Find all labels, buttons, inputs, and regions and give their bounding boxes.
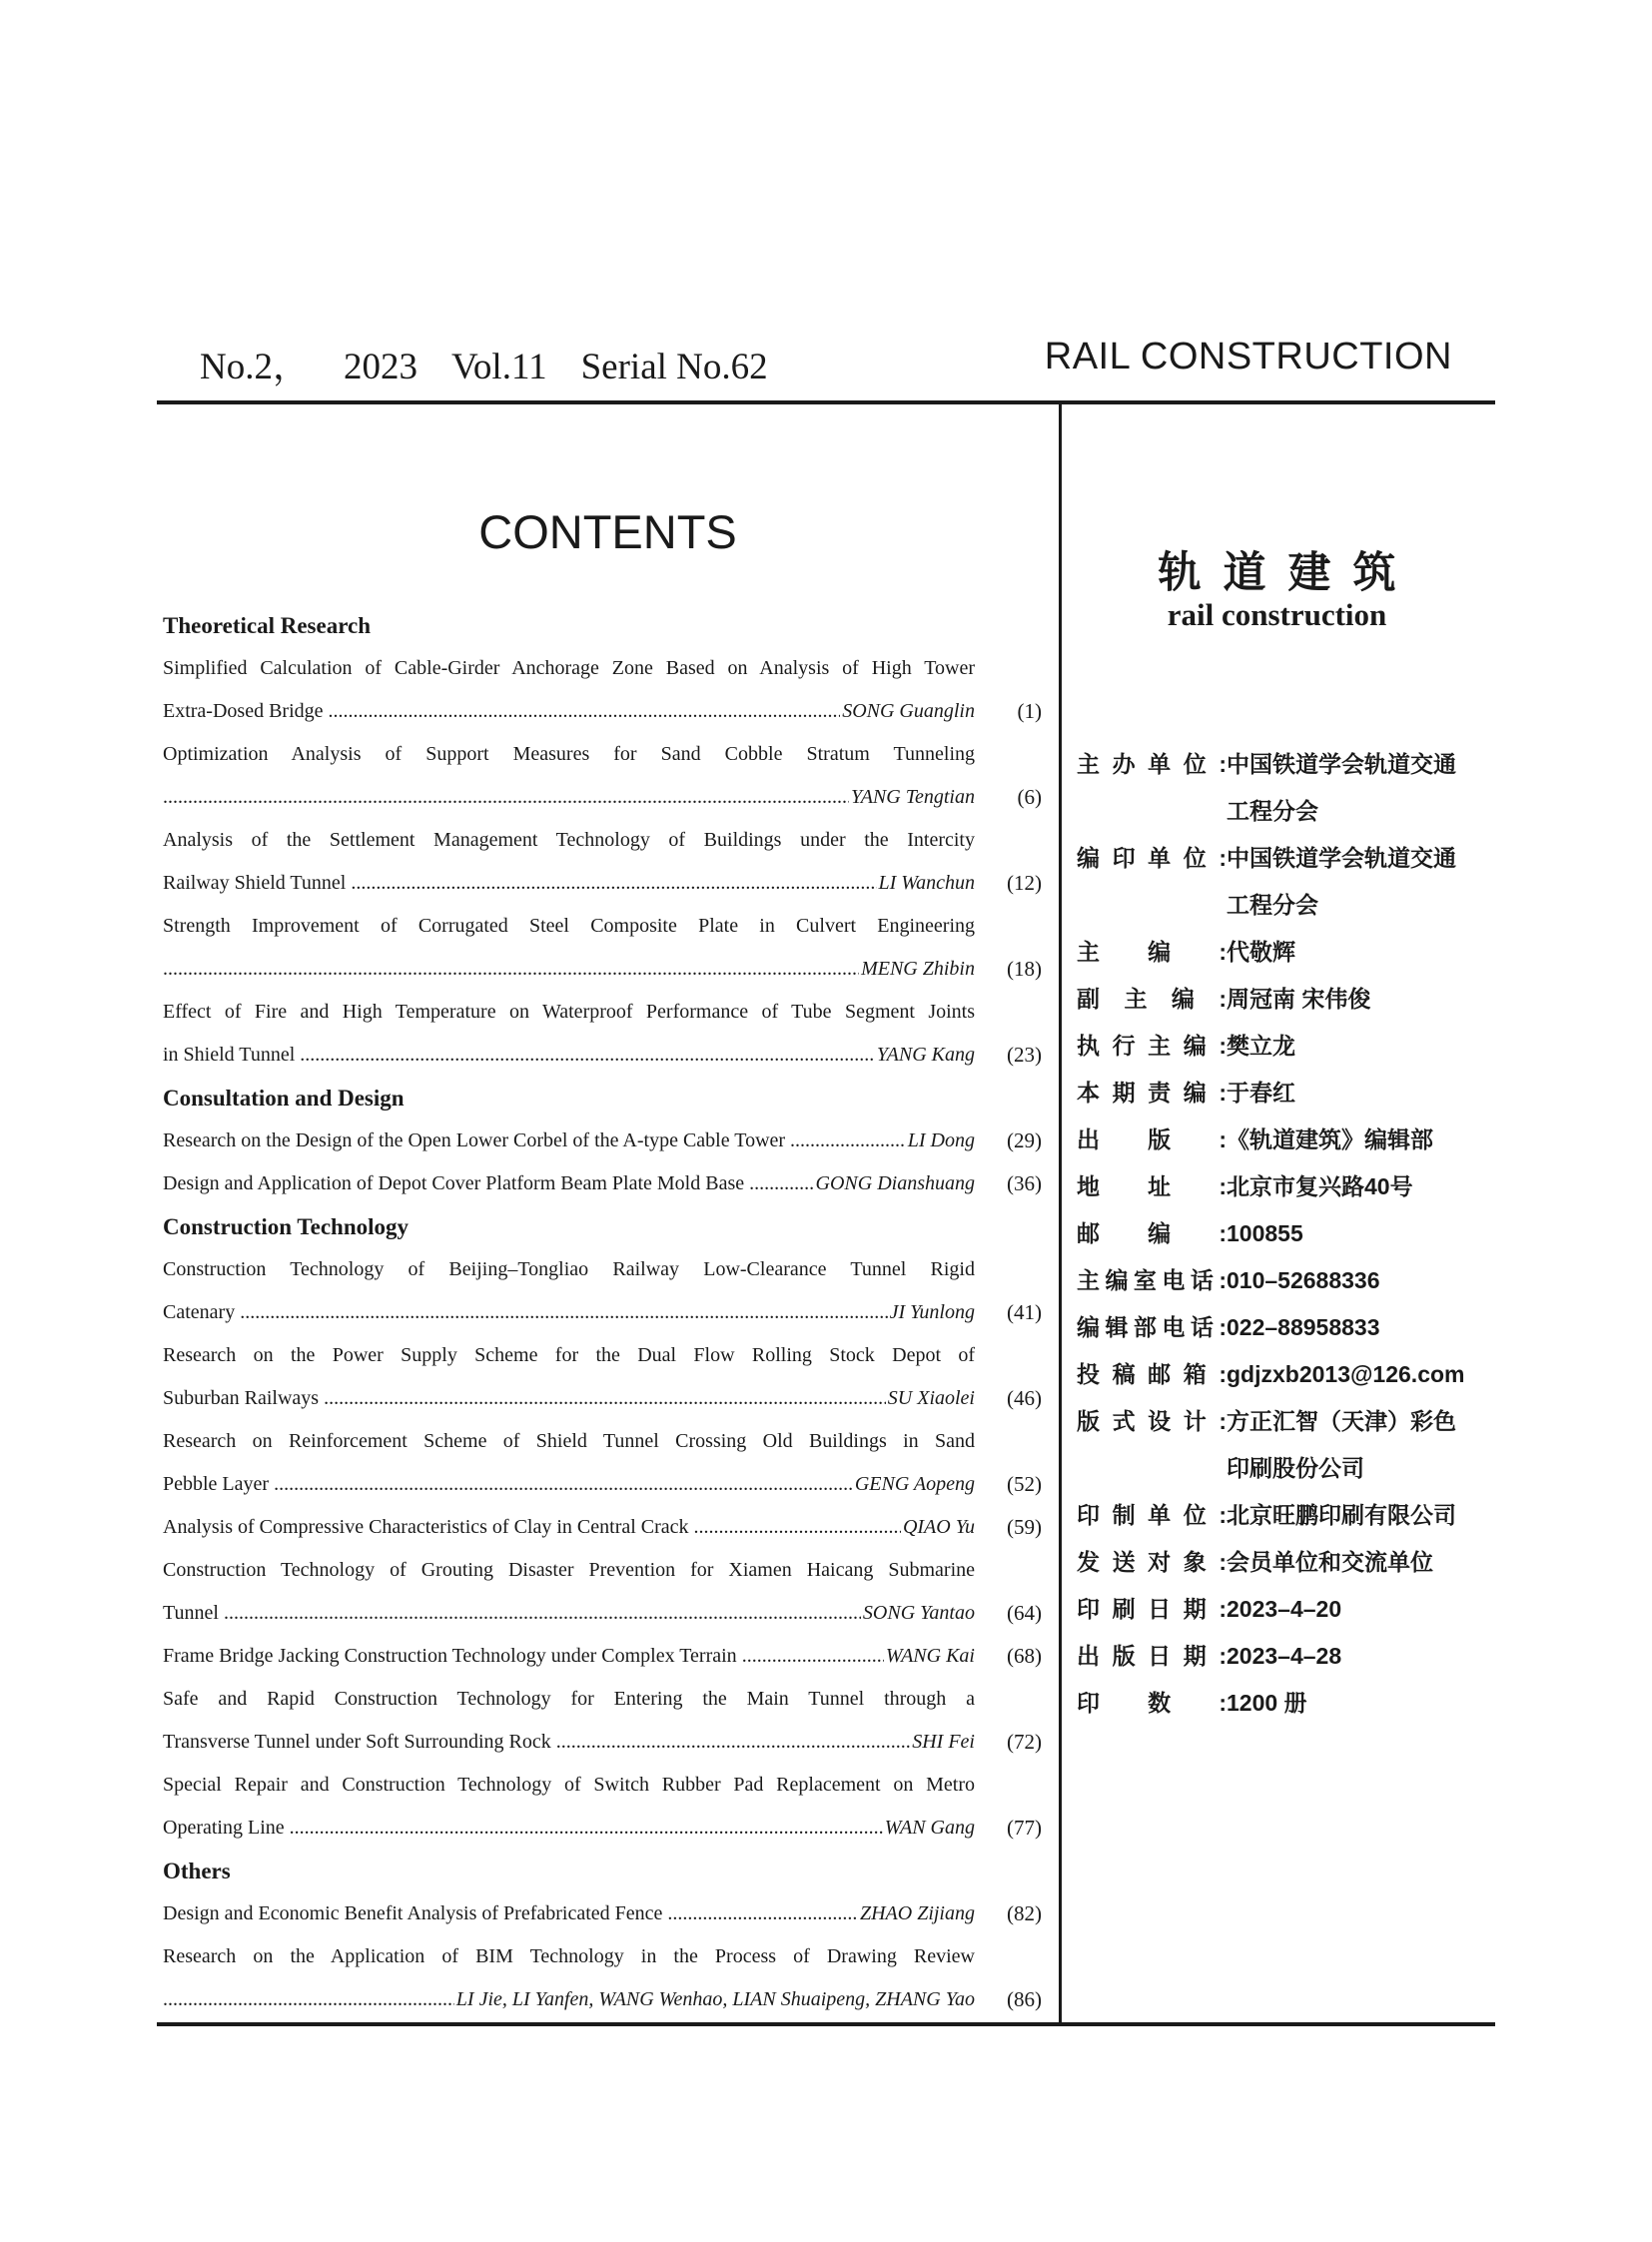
toc-entry[interactable] [163,905,1042,991]
toc-entry-line [163,819,1042,862]
top-rule [157,400,1495,404]
article-title-line: Effect of Fire and High Temperature on Waterproof Performance of Tube Segment Joints [163,1001,975,1023]
info-label: 本期责编: [1077,1080,1227,1106]
info-label: 执行主编: [1077,1033,1227,1059]
toc-entry-line [163,1291,1042,1334]
article-title-line: Railway Shield Tunnel ..... [163,862,975,905]
article-author: JI Yunlong [888,1291,975,1334]
info-row [1077,1492,1496,1539]
info-value: 会员单位和交流单位 [1227,1549,1433,1575]
toc-entry-line [163,905,1042,948]
info-row [1077,1351,1496,1398]
info-value: 2023–4–20 [1227,1596,1342,1622]
info-value: 022–88958833 [1227,1314,1380,1340]
section-heading: Theoretical Research [163,613,372,638]
info-row [1077,1304,1496,1351]
info-value: 010–52688336 [1227,1267,1380,1293]
page-number: (12) [1007,871,1042,895]
article-title-line: Pebble Layer ..... [163,1463,975,1506]
article-author: LI Wanchun [877,862,975,905]
info-value: 《轨道建筑》编辑部 [1227,1126,1433,1152]
toc-entry[interactable] [163,991,1042,1077]
info-value: 100855 [1227,1220,1303,1246]
toc-entry-line [163,991,1042,1034]
publication-info [1077,741,1496,1727]
table-of-contents [163,604,1042,2021]
article-author: GONG Dianshuang [814,1162,975,1205]
page-number: (41) [1007,1300,1042,1324]
article-title-line: Catenary ..... [163,1291,975,1334]
info-row [1077,835,1496,882]
page-number: (46) [1007,1386,1042,1410]
article-title-line: Transverse Tunnel under Soft Surrounding Rock ..... [163,1721,975,1764]
article-title-line: Analysis of Compressive Characteristics of Clay in Central Crack ..... [163,1506,975,1549]
contents-title: CONTENTS [478,505,737,558]
info-label: 投稿邮箱: [1077,1361,1227,1387]
toc-entry-line [163,1635,1042,1678]
article-author: LI Jie, LI Yanfen, WANG Wenhao, LIAN Shuaipeng, ZHANG Yao [454,1978,975,2021]
info-value-continued: 工程分会 [1227,798,1318,824]
article-author: GENG Aopeng [853,1463,975,1506]
info-label: 主编室电话: [1077,1267,1227,1293]
page-number: (1) [1017,699,1042,723]
toc-entry-line [163,1377,1042,1420]
page-number: (52) [1007,1472,1042,1496]
info-row [1077,1398,1496,1445]
info-row [1077,1257,1496,1304]
article-title-line [163,948,975,991]
info-value: 代敬辉 [1227,939,1295,965]
toc-entry-line [163,1162,1042,1205]
info-row [1077,929,1496,976]
article-author: ZHAO Zijiang [858,1892,975,1935]
info-row [1077,1539,1496,1586]
section-heading: Consultation and Design [163,1086,405,1111]
bottom-rule [157,2022,1495,2026]
article-author: WANG Kai [884,1635,975,1678]
page-number: (68) [1007,1644,1042,1668]
toc-entry-line [163,1420,1042,1463]
issue-number: No.2， [200,347,310,387]
toc-entry-line [163,1978,1042,2021]
article-author: WAN Gang [883,1807,975,1850]
toc-entry-line [163,647,1042,690]
info-value: 方正汇智（天津）彩色 [1227,1408,1456,1434]
info-label: 编辑部电话: [1077,1314,1227,1340]
article-title-line: in Shield Tunnel ..... [163,1034,975,1077]
article-title-line: Suburban Railways ..... [163,1377,975,1420]
page-number: (18) [1007,957,1042,981]
info-row [1077,1586,1496,1633]
toc-entry-line [163,1764,1042,1807]
toc-entry-line [163,1120,1042,1162]
toc-entry-line [163,1506,1042,1549]
info-label: 主办单位: [1077,751,1227,777]
info-value: gdjzxb2013@126.com [1227,1361,1465,1387]
article-title-line: Tunnel ..... [163,1592,975,1635]
page-number: (72) [1007,1730,1042,1754]
article-author: SONG Guanglin [840,690,975,733]
info-value: 1200 册 [1227,1690,1307,1716]
section-heading: Others [163,1859,231,1883]
article-title-line: Safe and Rapid Construction Technology for Entering the Main Tunnel through a [163,1688,975,1710]
issue-volume: Vol.11 [450,347,547,387]
toc-entry-line [163,862,1042,905]
info-row [1077,1163,1496,1210]
info-label: 印刷日期: [1077,1596,1227,1622]
issue-line [200,336,802,389]
article-author: LI Dong [906,1120,975,1162]
info-row [1077,1633,1496,1680]
column-divider [1059,404,1062,2024]
journal-name-english: RAIL CONSTRUCTION [1044,336,1452,377]
toc-entry[interactable] [163,647,1042,733]
article-author: SU Xiaolei [886,1377,975,1420]
article-title-line: Analysis of the Settlement Management Technology of Buildings under the Intercity [163,829,975,851]
article-title-line: Strength Improvement of Corrugated Steel Composite Plate in Culvert Engineering [163,915,975,937]
toc-entry[interactable] [163,733,1042,819]
info-label: 出版日期: [1077,1643,1227,1669]
info-label: 出版: [1077,1126,1227,1152]
toc-entry-line [163,776,1042,819]
article-title-line: Research on the Design of the Open Lower Corbel of the A-type Cable Tower ..... [163,1120,975,1162]
info-label: 版式设计: [1077,1408,1227,1434]
article-title-line: Design and Economic Benefit Analysis of Prefabricated Fence ..... [163,1892,975,1935]
toc-entry-line [163,1463,1042,1506]
journal-subtitle: rail construction [1167,597,1387,632]
issue-year: 2023 [343,347,417,387]
info-value: 周冠南 宋伟俊 [1227,986,1371,1012]
article-title-line: Special Repair and Construction Technology of Switch Rubber Pad Replacement on Metro [163,1774,975,1796]
toc-entry[interactable] [163,1635,1042,1678]
article-title-line: Operating Line ..... [163,1807,975,1850]
section-heading: Construction Technology [163,1214,410,1239]
article-title-line: Simplified Calculation of Cable-Girder Anchorage Zone Based on Analysis of High Tower [163,657,975,679]
article-author: YANG Kang [875,1034,975,1077]
info-value: 中国铁道学会轨道交通 [1227,845,1456,871]
info-row [1077,1210,1496,1257]
info-label: 印制单位: [1077,1502,1227,1528]
info-row [1077,1117,1496,1163]
article-title-line: Research on the Power Supply Scheme for the Dual Flow Rolling Stock Depot of [163,1344,975,1366]
page-number: (77) [1007,1816,1042,1840]
article-title-line: Design and Application of Depot Cover Platform Beam Plate Mold Base ..... [163,1162,975,1205]
info-value: 北京旺鹏印刷有限公司 [1227,1502,1456,1528]
toc-entry[interactable] [163,1764,1042,1850]
page-number: (36) [1007,1171,1042,1195]
article-author: YANG Tengtian [849,776,975,819]
toc-entry-line [163,690,1042,733]
article-author: QIAO Yu [901,1506,975,1549]
article-author: MENG Zhibin [859,948,975,991]
toc-entry-line [163,1678,1042,1721]
info-label: 主编: [1077,939,1227,965]
info-value: 于春红 [1227,1080,1295,1106]
article-title-line: Construction Technology of Beijing–Tongliao Railway Low-Clearance Tunnel Rigid [163,1258,975,1280]
article-title-line: Construction Technology of Grouting Disaster Prevention for Xiamen Haicang Submarine [163,1559,975,1581]
toc-entry-line [163,733,1042,776]
article-author: SONG Yantao [861,1592,975,1635]
info-label: 邮编: [1077,1220,1227,1246]
info-label: 地址: [1077,1173,1227,1199]
toc-entry-line [163,1892,1042,1935]
info-value: 2023–4–28 [1227,1643,1342,1669]
issue-serial: Serial No.62 [580,347,768,387]
journal-title-chinese: 轨道建筑 [1158,549,1418,597]
toc-entry-line [163,1334,1042,1377]
toc-entry-line [163,1034,1042,1077]
article-title-line: Research on the Application of BIM Technology in the Process of Drawing Review [163,1945,975,1967]
toc-entry-line [163,948,1042,991]
article-title-line: Frame Bridge Jacking Construction Technology under Complex Terrain ..... [163,1635,975,1678]
toc-entry[interactable] [163,1935,1042,2021]
page-number: (82) [1007,1901,1042,1925]
info-value-continued: 工程分会 [1227,892,1318,918]
toc-entry[interactable] [163,1549,1042,1635]
toc-entry-line [163,1549,1042,1592]
info-label: 发送对象: [1077,1549,1227,1575]
page-number: (6) [1017,785,1042,809]
toc-entry[interactable] [163,1162,1042,1205]
info-row [1077,1070,1496,1117]
toc-entry-line [163,1592,1042,1635]
page-number: (59) [1007,1515,1042,1539]
info-row [1077,1680,1496,1727]
toc-entry[interactable] [163,1678,1042,1764]
toc-entry[interactable] [163,1420,1042,1506]
toc-entry-line [163,1248,1042,1291]
toc-entry-line [163,1935,1042,1978]
article-author: SHI Fei [910,1721,975,1764]
info-label: 印数: [1077,1690,1227,1716]
toc-entry[interactable] [163,1506,1042,1549]
toc-entry[interactable] [163,819,1042,905]
info-row [1077,741,1496,788]
info-value: 北京市复兴路40号 [1227,1173,1413,1199]
page-number: (64) [1007,1601,1042,1625]
article-title-line: Optimization Analysis of Support Measures for Sand Cobble Stratum Tunneling [163,743,975,765]
page-number: (86) [1007,1987,1042,2011]
page-number: (29) [1007,1128,1042,1152]
info-value-continued: 印刷股份公司 [1227,1455,1364,1481]
toc-entry-line [163,1807,1042,1850]
info-value: 樊立龙 [1227,1033,1295,1059]
toc-entry[interactable] [163,1334,1042,1420]
info-row [1077,1023,1496,1070]
toc-entry[interactable] [163,1248,1042,1334]
info-row [1077,976,1496,1023]
toc-entry-line [163,1721,1042,1764]
toc-entry[interactable] [163,1120,1042,1162]
page-number: (23) [1007,1043,1042,1067]
toc-entry[interactable] [163,1892,1042,1935]
info-label: 副主编: [1077,986,1227,1012]
article-title-line: Extra-Dosed Bridge ..... [163,690,975,733]
article-title-line: Research on Reinforcement Scheme of Shield Tunnel Crossing Old Buildings in Sand [163,1430,975,1452]
info-label: 编印单位: [1077,845,1227,871]
info-value: 中国铁道学会轨道交通 [1227,751,1456,777]
